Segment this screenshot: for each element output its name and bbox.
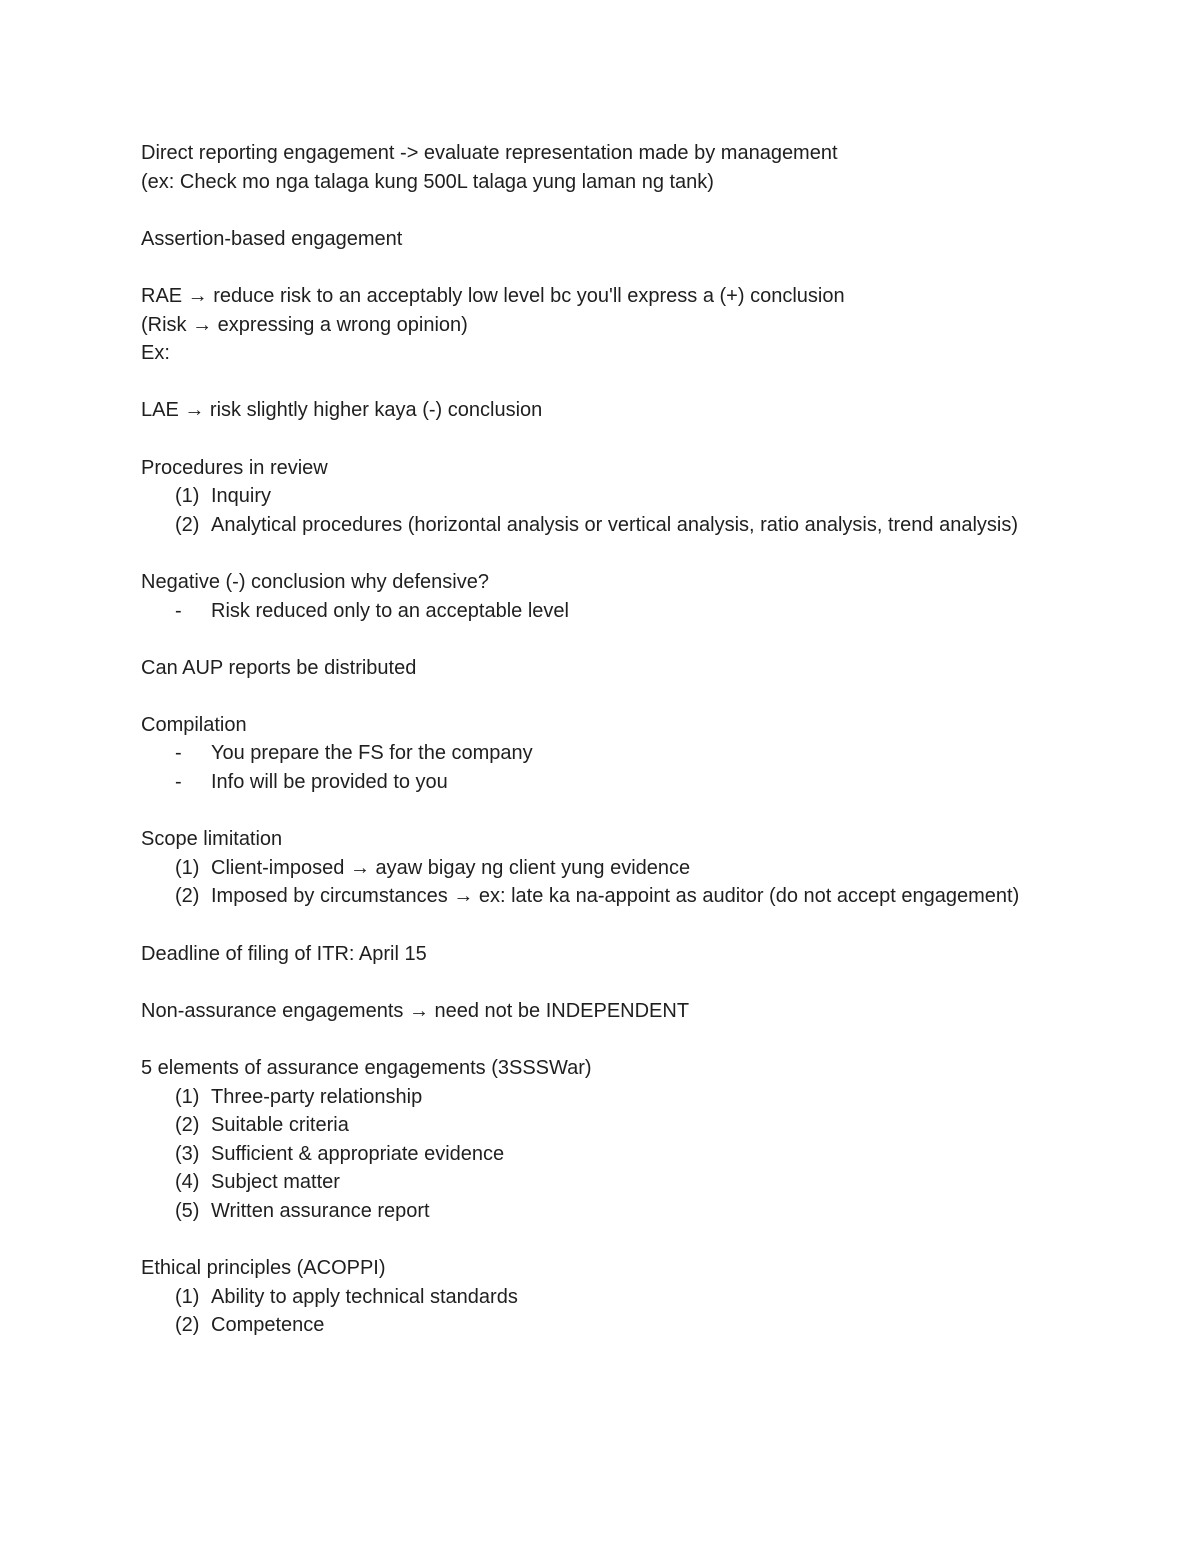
list-item-text: Competence xyxy=(211,1314,325,1337)
list-item-text: You prepare the FS for the company xyxy=(211,742,533,765)
list-item xyxy=(141,854,1041,883)
list-item-text: Subject matter xyxy=(211,1171,340,1194)
list-item xyxy=(141,739,1041,768)
spacer xyxy=(141,1226,1041,1255)
list-item-text: Sufficient & appropriate evidence xyxy=(211,1142,505,1165)
spacer xyxy=(141,425,1041,454)
procedures-heading: Procedures in review xyxy=(141,456,328,479)
spacer xyxy=(141,797,1041,826)
lae-text: LAE → risk slightly higher kaya (-) conclusion xyxy=(141,399,543,422)
list-item xyxy=(141,1283,1041,1312)
spacer xyxy=(141,539,1041,568)
list-item-text: Inquiry xyxy=(211,485,272,508)
list-marker: - xyxy=(175,771,182,794)
spacer xyxy=(141,1025,1041,1054)
spacer xyxy=(141,682,1041,711)
document-page xyxy=(141,139,1041,1340)
list-marker: (1) xyxy=(175,1285,200,1308)
list-marker: (1) xyxy=(175,485,200,508)
non-assurance-text: Non-assurance engagements → need not be INDEPENDENT xyxy=(141,999,690,1022)
spacer xyxy=(141,253,1041,282)
list-item xyxy=(141,1083,1041,1112)
assurance-elements-heading: 5 elements of assurance engagements (3SSSWar) xyxy=(141,1057,592,1079)
spacer xyxy=(141,196,1041,225)
direct-reporting-example: (ex: Check mo nga talaga kung 500L talaga yung laman ng tank) xyxy=(141,170,714,193)
list-item xyxy=(141,1311,1041,1340)
list-item-text: Suitable criteria xyxy=(211,1114,349,1137)
spacer xyxy=(141,368,1041,397)
list-item xyxy=(141,1140,1041,1169)
list-item xyxy=(141,882,1041,911)
list-marker: (3) xyxy=(175,1142,200,1165)
aup-heading: Can AUP reports be distributed xyxy=(141,656,417,679)
list-marker: - xyxy=(175,599,182,622)
list-item-text: Ability to apply technical standards xyxy=(211,1285,518,1308)
list-item xyxy=(141,482,1041,511)
list-marker: (1) xyxy=(175,856,200,879)
ethical-principles-heading: Ethical principles (ACOPPI) xyxy=(141,1257,386,1280)
list-item xyxy=(141,1197,1041,1226)
list-item xyxy=(141,768,1041,797)
list-marker: (2) xyxy=(175,1314,200,1337)
compilation-heading: Compilation xyxy=(141,713,247,736)
list-item-text: Info will be provided to you xyxy=(211,771,448,794)
list-item-text: Imposed by circumstances → ex: late ka na-appoint as auditor (do not accept engagement) xyxy=(211,885,1020,908)
itr-deadline-text: Deadline of filing of ITR: April 15 xyxy=(141,942,427,965)
rae-text: RAE → reduce risk to an acceptably low level bc you'll express a (+) conclusion xyxy=(141,284,845,307)
spacer xyxy=(141,911,1041,940)
list-item-text: Client-imposed → ayaw bigay ng client yung evidence xyxy=(211,856,691,879)
direct-reporting-text: Direct reporting engagement -> evaluate representation made by management xyxy=(141,142,838,164)
scope-limitation-heading: Scope limitation xyxy=(141,828,283,851)
list-item-text: Risk reduced only to an acceptable level xyxy=(211,599,569,622)
list-marker: (4) xyxy=(175,1171,200,1194)
assertion-based-text: Assertion-based engagement xyxy=(141,227,403,250)
list-marker: (2) xyxy=(175,885,200,908)
spacer xyxy=(141,968,1041,997)
negative-conclusion-heading: Negative (-) conclusion why defensive? xyxy=(141,570,489,593)
list-item-text: Three-party relationship xyxy=(211,1085,423,1108)
list-item-text: Analytical procedures (horizontal analysis or vertical analysis, ratio analysis, trend analysis) xyxy=(211,513,1019,536)
list-item xyxy=(141,1168,1041,1197)
list-marker: (2) xyxy=(175,513,200,536)
list-item xyxy=(141,511,1041,540)
list-item xyxy=(141,1111,1041,1140)
spacer xyxy=(141,625,1041,654)
list-item xyxy=(141,597,1041,626)
rae-example-label: Ex: xyxy=(141,342,170,365)
list-item-text: Written assurance report xyxy=(211,1199,430,1222)
list-marker: (2) xyxy=(175,1114,200,1137)
rae-risk-text: (Risk → expressing a wrong opinion) xyxy=(141,313,468,336)
list-marker: (5) xyxy=(175,1199,200,1222)
list-marker: - xyxy=(175,742,182,765)
list-marker: (1) xyxy=(175,1085,200,1108)
